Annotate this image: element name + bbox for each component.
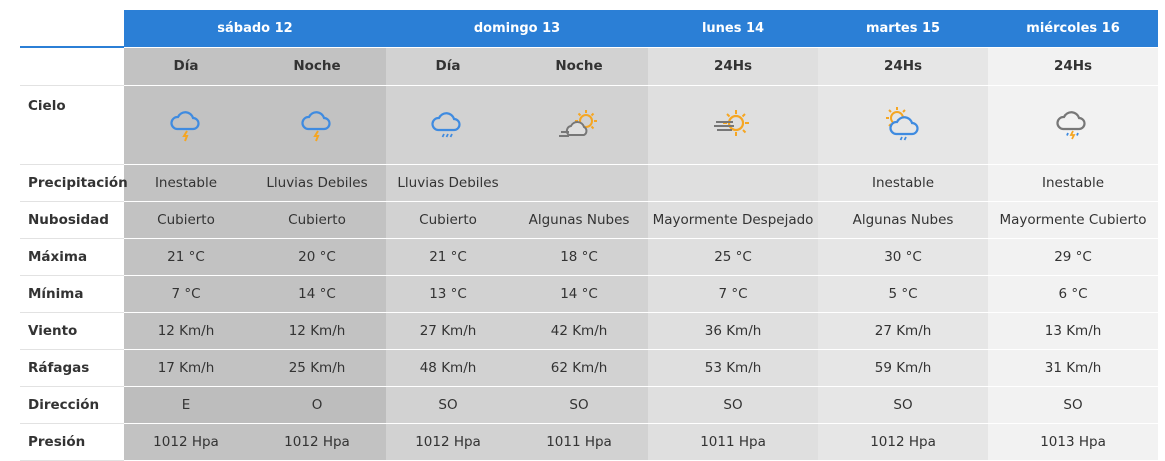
cell-value: SO <box>648 387 818 424</box>
cell-value: Cubierto <box>386 202 510 239</box>
cell-value: E <box>124 387 248 424</box>
cell-value: Inestable <box>818 165 988 202</box>
day-header-monday: lunes 14 <box>648 10 818 47</box>
row-viento <box>20 313 1158 350</box>
cell-value: 7 °C <box>124 276 248 313</box>
cell-value: 31 Km/h <box>988 350 1158 387</box>
cell-value: 1011 Hpa <box>510 424 648 461</box>
day-header-saturday: sábado 12 <box>124 10 386 47</box>
cell-value: Lluvias Debiles <box>386 165 510 202</box>
cell-value: Mayormente Cubierto <box>988 202 1158 239</box>
cell-value: 1013 Hpa <box>988 424 1158 461</box>
cell-value: 20 °C <box>248 239 386 276</box>
sun-cloud-rain-icon <box>818 105 988 145</box>
sun-wind-icon <box>648 105 818 145</box>
cell-value: 14 °C <box>510 276 648 313</box>
cell-value: 48 Km/h <box>386 350 510 387</box>
row-precipitacion <box>20 165 1158 202</box>
cell-value: 62 Km/h <box>510 350 648 387</box>
cell-value: 12 Km/h <box>124 313 248 350</box>
cell-value: 1012 Hpa <box>248 424 386 461</box>
cell-value: O <box>248 387 386 424</box>
cell-value: 13 °C <box>386 276 510 313</box>
cell-value: Algunas Nubes <box>510 202 648 239</box>
day-header-tuesday: martes 15 <box>818 10 988 47</box>
row-label-cielo: Cielo <box>20 86 124 165</box>
row-label-rafagas: Ráfagas <box>20 350 124 387</box>
days-header-row <box>20 10 1158 47</box>
row-label-minima: Mínima <box>20 276 124 313</box>
cell-value: Mayormente Despejado <box>648 202 818 239</box>
cloud-lightning-icon <box>248 105 386 145</box>
cell-value: 36 Km/h <box>648 313 818 350</box>
sky-row <box>20 86 1158 165</box>
cell-value: 53 Km/h <box>648 350 818 387</box>
cell-value: Cubierto <box>124 202 248 239</box>
row-label-maxima: Máxima <box>20 239 124 276</box>
row-direccion <box>20 387 1158 424</box>
periods-label <box>20 47 124 86</box>
period-label: 24Hs <box>648 47 818 86</box>
cloud-storm-icon <box>988 105 1158 145</box>
row-rafagas <box>20 350 1158 387</box>
cell-value: SO <box>386 387 510 424</box>
cell-value: 1012 Hpa <box>818 424 988 461</box>
cell-value: 59 Km/h <box>818 350 988 387</box>
row-maxima <box>20 239 1158 276</box>
row-minima <box>20 276 1158 313</box>
periods-row <box>20 47 1158 86</box>
forecast-table <box>20 10 1158 461</box>
day-header-sunday: domingo 13 <box>386 10 648 47</box>
cell-value: SO <box>818 387 988 424</box>
cell-value: 1012 Hpa <box>124 424 248 461</box>
cell-value: 21 °C <box>124 239 248 276</box>
cell-value: 25 °C <box>648 239 818 276</box>
period-label: Día <box>124 47 248 86</box>
cell-value: 13 Km/h <box>988 313 1158 350</box>
cell-value: 27 Km/h <box>818 313 988 350</box>
period-label: 24Hs <box>818 47 988 86</box>
cell-value: Lluvias Debiles <box>248 165 386 202</box>
period-label: 24Hs <box>988 47 1158 86</box>
cell-value: 7 °C <box>648 276 818 313</box>
header-corner <box>20 10 124 47</box>
period-label: Noche <box>510 47 648 86</box>
cell-value <box>510 165 648 202</box>
day-header-wednesday: miércoles 16 <box>988 10 1158 47</box>
cloud-lightning-icon <box>124 105 248 145</box>
cell-value: 21 °C <box>386 239 510 276</box>
cell-value: 1012 Hpa <box>386 424 510 461</box>
cloud-rain-icon <box>386 105 510 145</box>
cell-value: 18 °C <box>510 239 648 276</box>
row-nubosidad <box>20 202 1158 239</box>
period-label: Día <box>386 47 510 86</box>
row-presion <box>20 424 1158 461</box>
cell-value: Inestable <box>988 165 1158 202</box>
cell-value: 12 Km/h <box>248 313 386 350</box>
cell-value: 29 °C <box>988 239 1158 276</box>
cell-value: 14 °C <box>248 276 386 313</box>
cell-value: Cubierto <box>248 202 386 239</box>
cell-value: 17 Km/h <box>124 350 248 387</box>
cell-value: Algunas Nubes <box>818 202 988 239</box>
cell-value: 6 °C <box>988 276 1158 313</box>
cell-value: 30 °C <box>818 239 988 276</box>
period-label: Noche <box>248 47 386 86</box>
cell-value: 1011 Hpa <box>648 424 818 461</box>
cell-value: 42 Km/h <box>510 313 648 350</box>
cell-value <box>648 165 818 202</box>
cell-value: Inestable <box>124 165 248 202</box>
cell-value: 25 Km/h <box>248 350 386 387</box>
row-label-viento: Viento <box>20 313 124 350</box>
cell-value: 5 °C <box>818 276 988 313</box>
cell-value: SO <box>510 387 648 424</box>
row-label-precipitacion: Precipitación <box>20 165 124 202</box>
row-label-presion: Presión <box>20 424 124 461</box>
cell-value: SO <box>988 387 1158 424</box>
cell-value: 27 Km/h <box>386 313 510 350</box>
sun-cloud-haze-icon <box>510 105 648 145</box>
row-label-nubosidad: Nubosidad <box>20 202 124 239</box>
row-label-direccion: Dirección <box>20 387 124 424</box>
